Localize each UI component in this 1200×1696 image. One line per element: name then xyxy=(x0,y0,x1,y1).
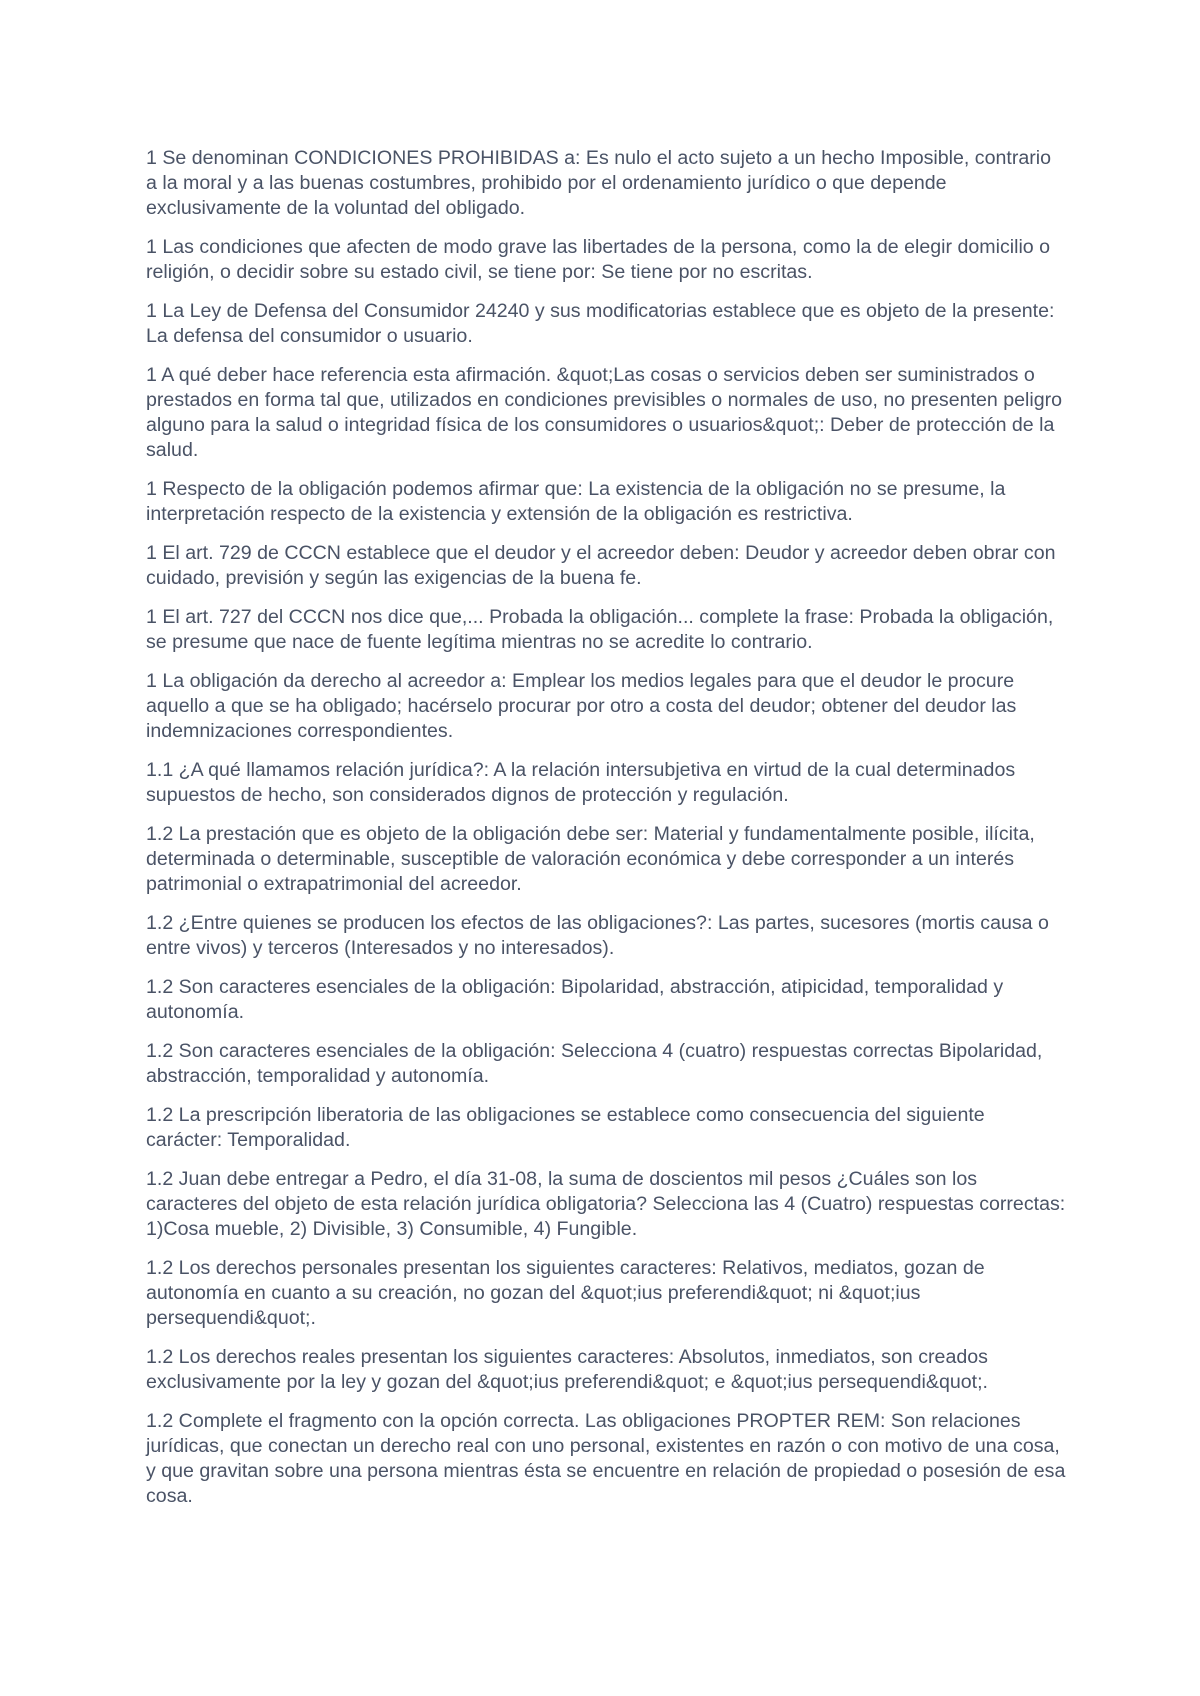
document-body xyxy=(146,146,1066,1523)
paragraph-17: 1.2 Los derechos reales presentan los siguientes caracteres: Absolutos, inmediatos, son creados exclusivamente por la ley y gozan del &quot;ius preferendi&quot; e &quot;ius persequendi&quot;. xyxy=(146,1346,988,1393)
paragraph-6: 1 El art. 729 de CCCN establece que el deudor y el acreedor deben: Deudor y acreedor deben obrar con cuidado, previsión y según las exigencias de la buena fe. xyxy=(146,542,1056,589)
paragraph-18: 1.2 Complete el fragmento con la opción correcta. Las obligaciones PROPTER REM: Son relaciones jurídicas, que conectan un derecho real con uno personal, existentes en razón o con motivo de una cosa, y que gravitan sobre una persona mientras ésta se encuentre en relación de propiedad o posesión de esa cosa. xyxy=(146,1410,1066,1507)
paragraph-9: 1.1 ¿A qué llamamos relación jurídica?: A la relación intersubjetiva en virtud de la cual determinados supuestos de hecho, son considerados dignos de protección y regulación. xyxy=(146,759,1016,806)
paragraph-8: 1 La obligación da derecho al acreedor a: Emplear los medios legales para que el deudor le procure aquello a que se ha obligado; hacérselo procurar por otro a costa del deudor; obtener del deudor las indemnizaciones correspondientes. xyxy=(146,670,1017,742)
paragraph-5: 1 Respecto de la obligación podemos afirmar que: La existencia de la obligación no se presume, la interpretación respecto de la existencia y extensión de la obligación es restrictiva. xyxy=(146,478,1006,525)
paragraph-4: 1 A qué deber hace referencia esta afirmación. &quot;Las cosas o servicios deben ser suministrados o prestados en forma tal que, utilizados en condiciones previsibles o normales de uso, no presenten peligro alguno para la salud o integridad física de los consumidores o usuarios&quot;: Deber de protección de la salud. xyxy=(146,364,1063,461)
paragraph-10: 1.2 La prestación que es objeto de la obligación debe ser: Material y fundamentalmente posible, ilícita, determinada o determinable, susceptible de valoración económica y debe corresponder a un interés patrimonial o extrapatrimonial del acreedor. xyxy=(146,823,1035,895)
paragraph-14: 1.2 La prescripción liberatoria de las obligaciones se establece como consecuencia del siguiente carácter: Temporalidad. xyxy=(146,1104,985,1151)
paragraph-1: 1 Se denominan CONDICIONES PROHIBIDAS a: Es nulo el acto sujeto a un hecho Imposible, contrario a la moral y a las buenas costumbres, prohibido por el ordenamiento jurídico o que depende exclusivamente de la voluntad del obligado. xyxy=(146,147,1052,219)
paragraph-2: 1 Las condiciones que afecten de modo grave las libertades de la persona, como la de elegir domicilio o religión, o decidir sobre su estado civil, se tiene por: Se tiene por no escritas. xyxy=(146,236,1051,283)
paragraph-12: 1.2 Son caracteres esenciales de la obligación: Bipolaridad, abstracción, atipicidad, temporalidad y autonomía. xyxy=(146,976,1004,1023)
paragraph-13: 1.2 Son caracteres esenciales de la obligación: Selecciona 4 (cuatro) respuestas correctas Bipolaridad, abstracción, temporalidad y autonomía. xyxy=(146,1040,1043,1087)
paragraph-15: 1.2 Juan debe entregar a Pedro, el día 31-08, la suma de doscientos mil pesos ¿Cuáles son los caracteres del objeto de esta relación jurídica obligatoria? Selecciona las 4 (Cuatro) respuestas correctas: 1)Cosa mueble, 2) Divisible, 3) Consumible, 4) Fungible. xyxy=(146,1168,1066,1240)
paragraph-3: 1 La Ley de Defensa del Consumidor 24240 y sus modificatorias establece que es objeto de la presente: La defensa del consumidor o usuario. xyxy=(146,300,1055,347)
paragraph-7: 1 El art. 727 del CCCN nos dice que,... Probada la obligación... complete la frase: Probada la obligación, se presume que nace de fuente legítima mientras no se acredite lo contrario. xyxy=(146,606,1054,653)
paragraph-11: 1.2 ¿Entre quienes se producen los efectos de las obligaciones?: Las partes, sucesores (mortis causa o entre vivos) y terceros (Interesados y no interesados). xyxy=(146,912,1049,959)
paragraph-16: 1.2 Los derechos personales presentan los siguientes caracteres: Relativos, mediatos, gozan de autonomía en cuanto a su creación, no gozan del &quot;ius preferendi&quot; ni &quot;ius persequendi&quot;. xyxy=(146,1257,985,1329)
